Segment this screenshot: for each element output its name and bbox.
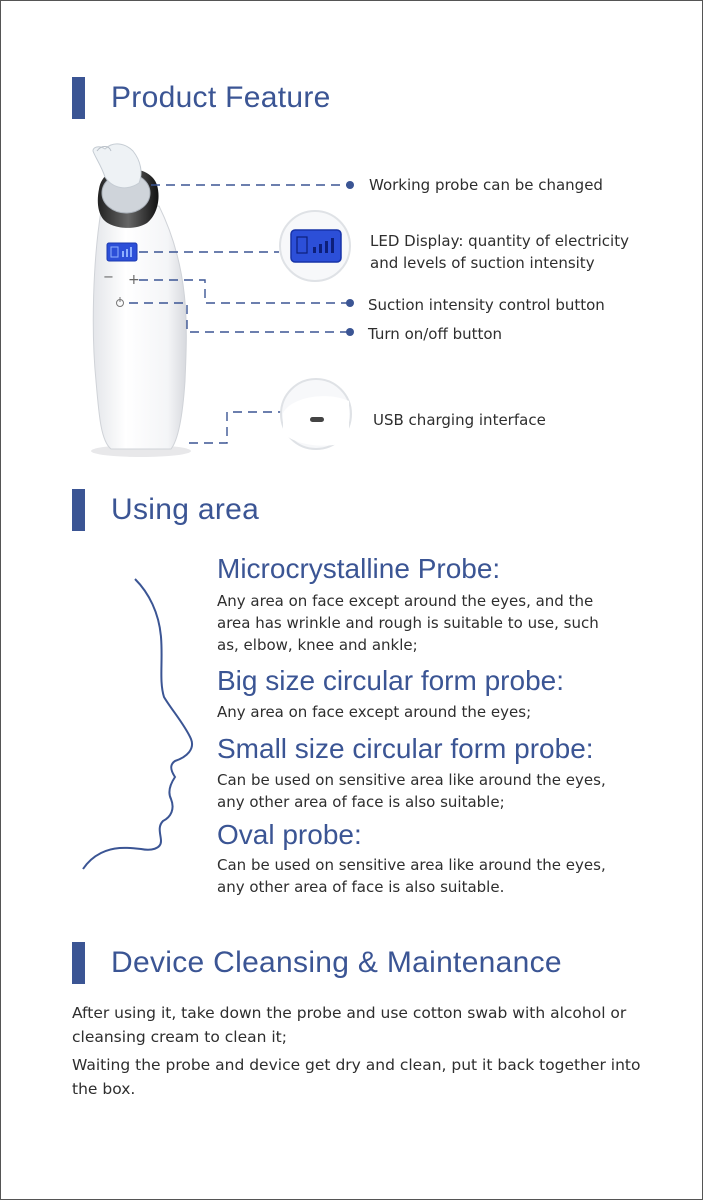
probe-desc-line: Any area on face except around the eyes;: [217, 703, 532, 721]
probe-desc-line: Can be used on sensitive area like around the eyes,: [217, 771, 606, 789]
probe-desc-line: as, elbow, knee and ankle;: [217, 636, 418, 654]
section-title-product-feature: Product Feature: [111, 81, 331, 114]
feature-label-led-line2: and levels of suction intensity: [370, 254, 595, 272]
probe-title-small-circular: Small size circular form probe:: [217, 733, 594, 764]
probe-title-big-circular: Big size circular form probe:: [217, 665, 565, 696]
feature-label-probe: Working probe can be changed: [369, 176, 603, 194]
probe-desc-line: Can be used on sensitive area like around the eyes,: [217, 856, 606, 874]
feature-label-power: Turn on/off button: [368, 325, 503, 343]
minus-button-label: −: [103, 270, 114, 285]
plus-button-label: +: [128, 272, 140, 288]
face-profile-line: [83, 579, 192, 869]
section-title-cleansing: Device Cleansing & Maintenance: [111, 946, 562, 979]
feature-label-usb: USB charging interface: [373, 411, 546, 429]
cleansing-paragraph-line: Waiting the probe and device get dry and clean, put it back together into: [72, 1056, 641, 1074]
probe-desc-line: any other area of face is also suitable;: [217, 793, 505, 811]
feature-label-led-line1: LED Display: quantity of electricity: [370, 232, 629, 250]
probe-desc-line: any other area of face is also suitable.: [217, 878, 505, 896]
probe-desc-line: Any area on face except around the eyes, and the: [217, 592, 594, 610]
probe-title-microcrystalline: Microcrystalline Probe:: [217, 553, 501, 584]
cleansing-paragraph-line: cleansing cream to clean it;: [72, 1028, 287, 1046]
feature-label-suction: Suction intensity control button: [368, 296, 605, 314]
section-title-using-area: Using area: [111, 493, 260, 526]
probe-title-oval: Oval probe:: [217, 819, 362, 850]
cleansing-paragraph-line: the box.: [72, 1080, 136, 1098]
probe-desc-line: area has wrinkle and rough is suitable to use, such: [217, 614, 599, 632]
cleansing-paragraph-line: After using it, take down the probe and use cotton swab with alcohol or: [72, 1004, 627, 1022]
section-marker: [72, 942, 85, 984]
